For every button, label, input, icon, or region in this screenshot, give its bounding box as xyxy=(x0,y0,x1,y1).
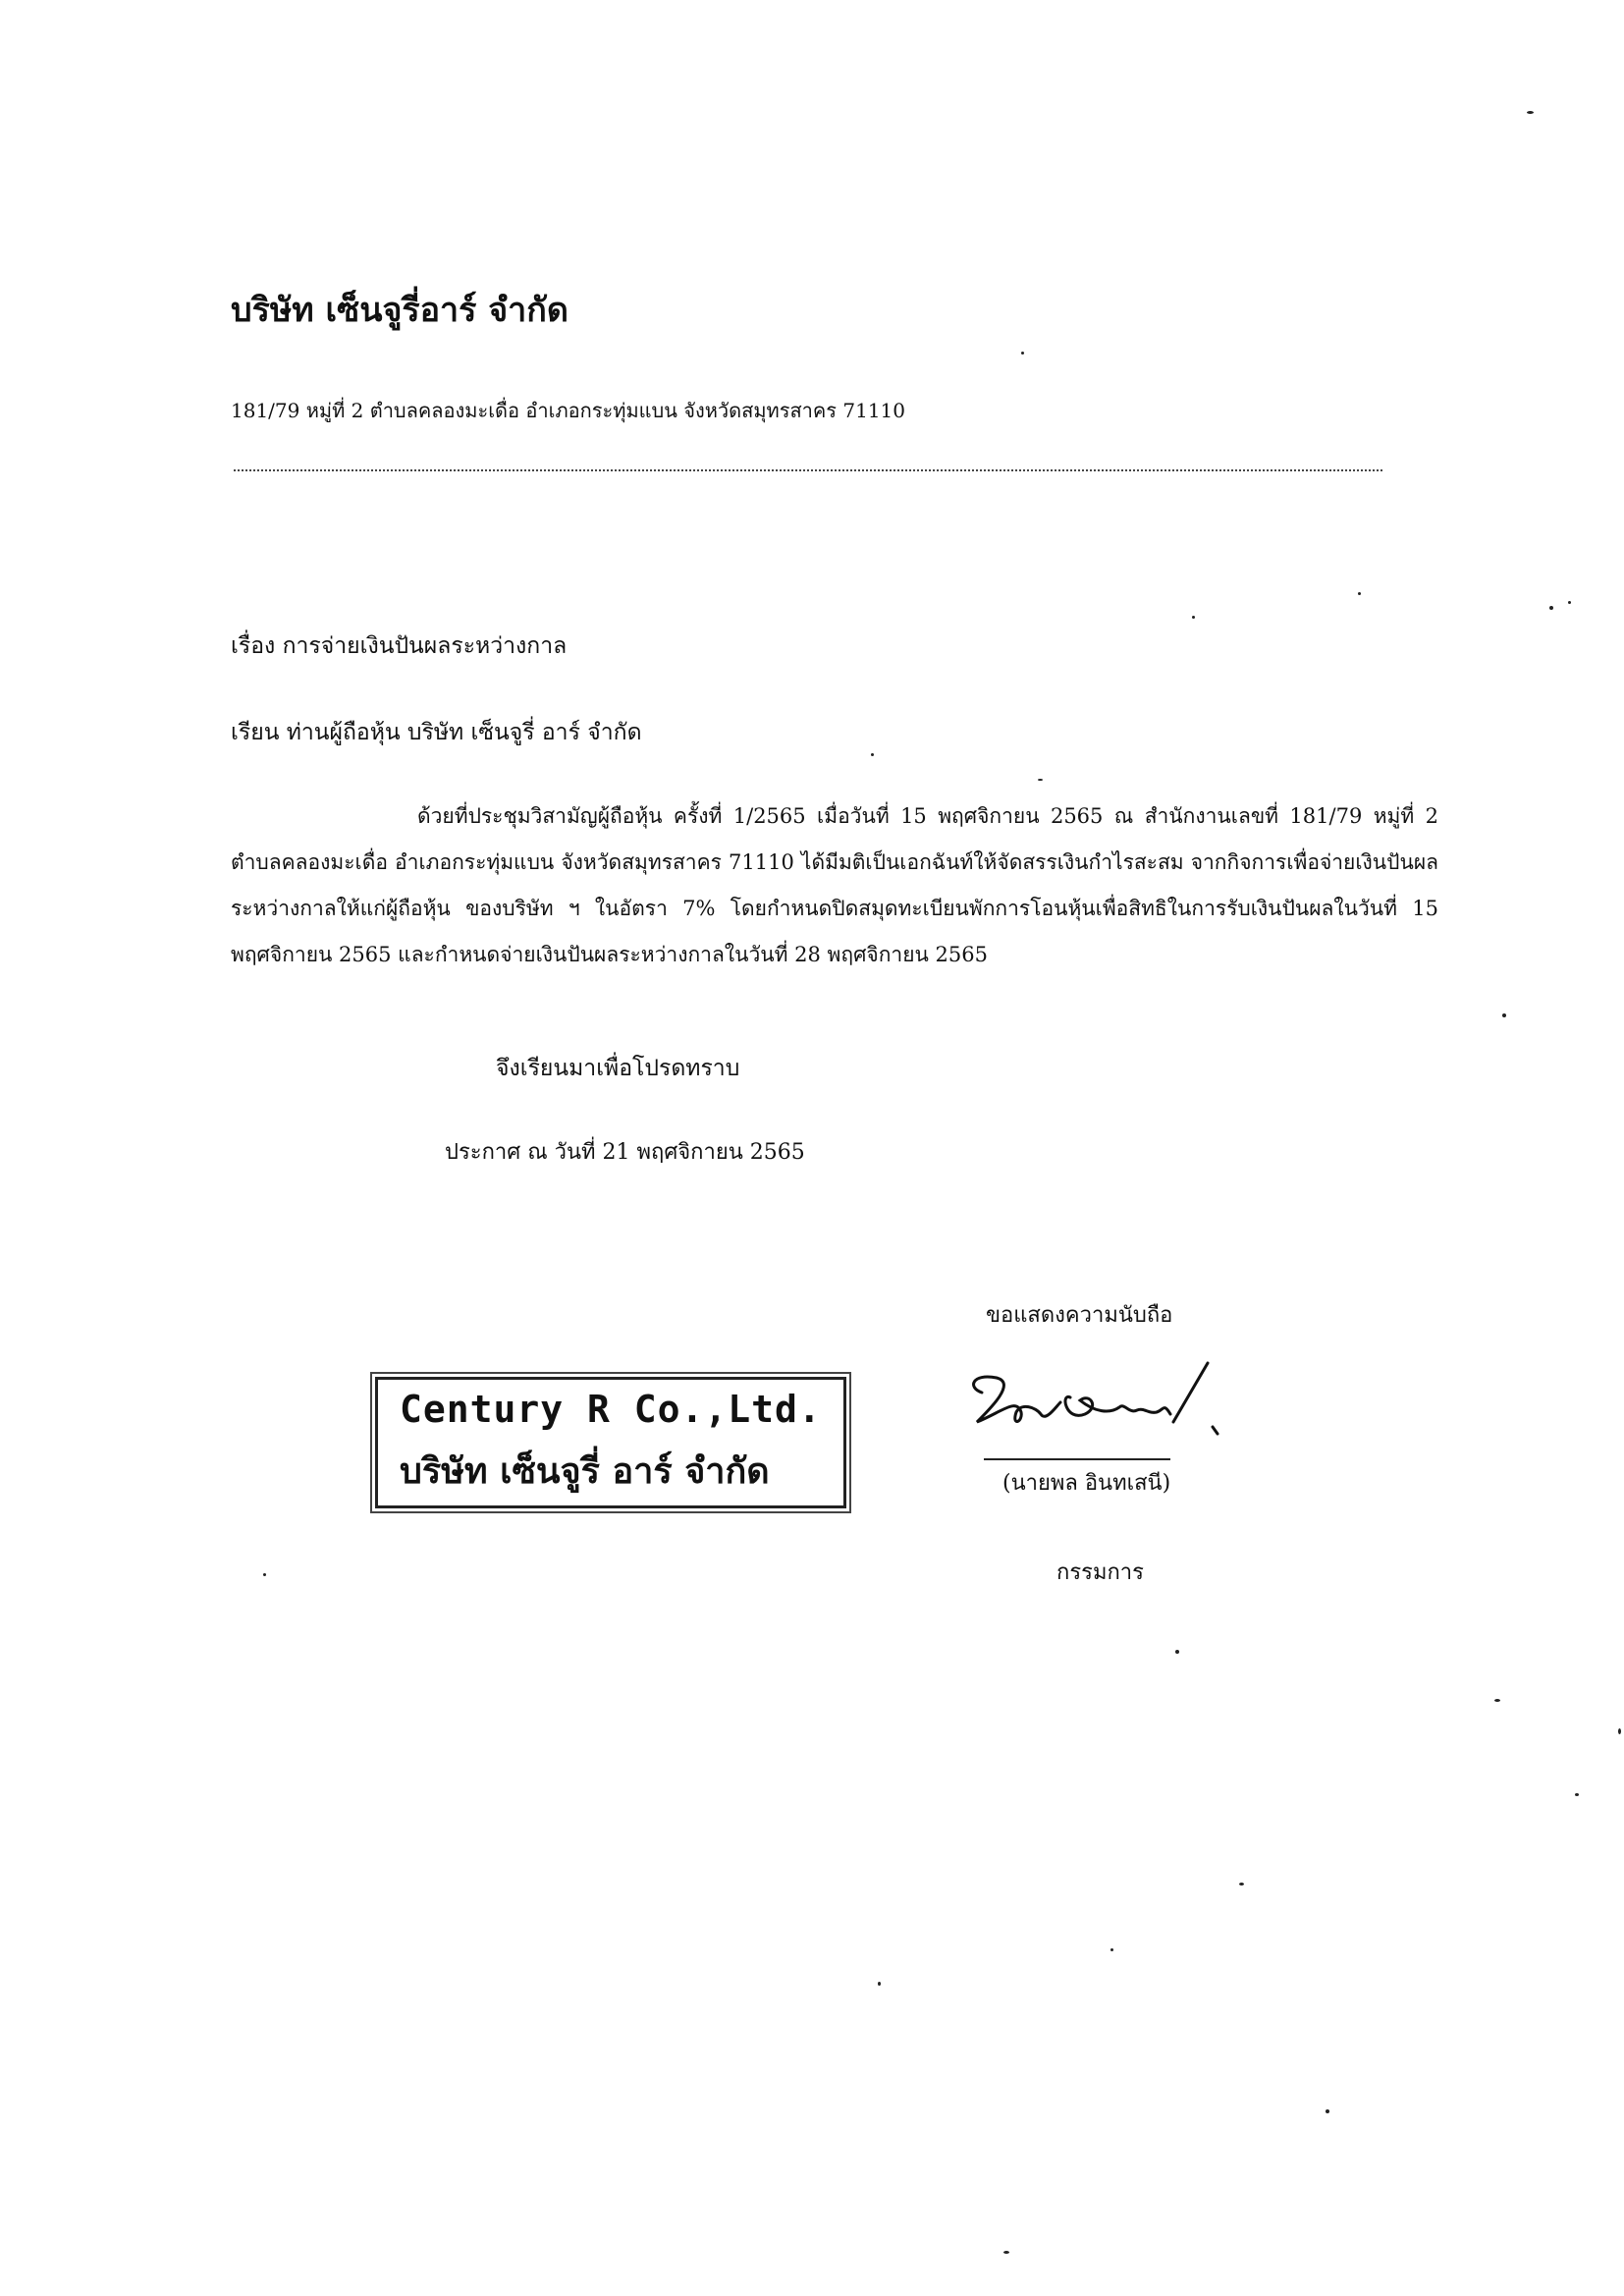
letterhead-divider xyxy=(234,469,1382,471)
signature-rule xyxy=(984,1458,1170,1460)
salutation-line: เรียน ท่านผู้ถือหุ้น บริษัท เซ็นจูรี่ อาร์ จำกัด xyxy=(231,720,642,745)
company-stamp xyxy=(375,1377,846,1508)
signer-name: (นายพล อินทเสนี) xyxy=(1002,1471,1171,1496)
closing-line: จึงเรียนมาเพื่อโปรดทราบ xyxy=(496,1056,740,1081)
stamp-english-name: Century R Co.,Ltd. xyxy=(400,1388,822,1431)
announcement-date: ประกาศ ณ วันที่ 21 พฤศจิกายน 2565 xyxy=(445,1140,805,1165)
signer-position: กรรมการ xyxy=(1056,1560,1144,1585)
body-text: ด้วยที่ประชุมวิสามัญผู้ถือหุ้น ครั้งที่ 1/2565 เมื่อวันที่ 15 พฤศจิกายน 2565 ณ สำนักงานเลขที่ 181/79 หมู่ที่ 2 ตำบลคลองมะเดื่อ อำเภอกระทุ่มแบน จังหวัดสมุทรสาคร 71110 ได้มีมติเป็นเอกฉันท์ให้จัดสรรเงินกำไรสะสม จากกิจการเพื่อจ่ายเงินปันผลระหว่างกาลให้แก่ผู้ถือหุ้น ของบริษัท ฯ ในอัตรา 7% โดยกำหนดปิดสมุดทะเบียนพักการโอนหุ้นเพื่อสิทธิในการรับเงินปันผลในวันที่ 15 พฤศจิกายน 2565 และกำหนดจ่ายเงินปันผลระหว่างกาลในวันที่ 28 พฤศจิกายน 2565 xyxy=(231,804,1438,966)
stamp-thai-name: บริษัท เซ็นจูรี่ อาร์ จำกัด xyxy=(400,1450,770,1492)
company-name: บริษัท เซ็นจูรี่อาร์ จำกัด xyxy=(231,291,568,330)
body-paragraph xyxy=(231,793,1438,978)
regards-text: ขอแสดงความนับถือ xyxy=(986,1303,1173,1328)
company-address: 181/79 หมู่ที่ 2 ตำบลคลองมะเดื่อ อำเภอกระทุ่มแบน จังหวัดสมุทรสาคร 71110 xyxy=(231,399,906,422)
subject-line: เรื่อง การจ่ายเงินปันผลระหว่างกาล xyxy=(231,633,568,659)
handwritten-signature xyxy=(962,1353,1257,1461)
